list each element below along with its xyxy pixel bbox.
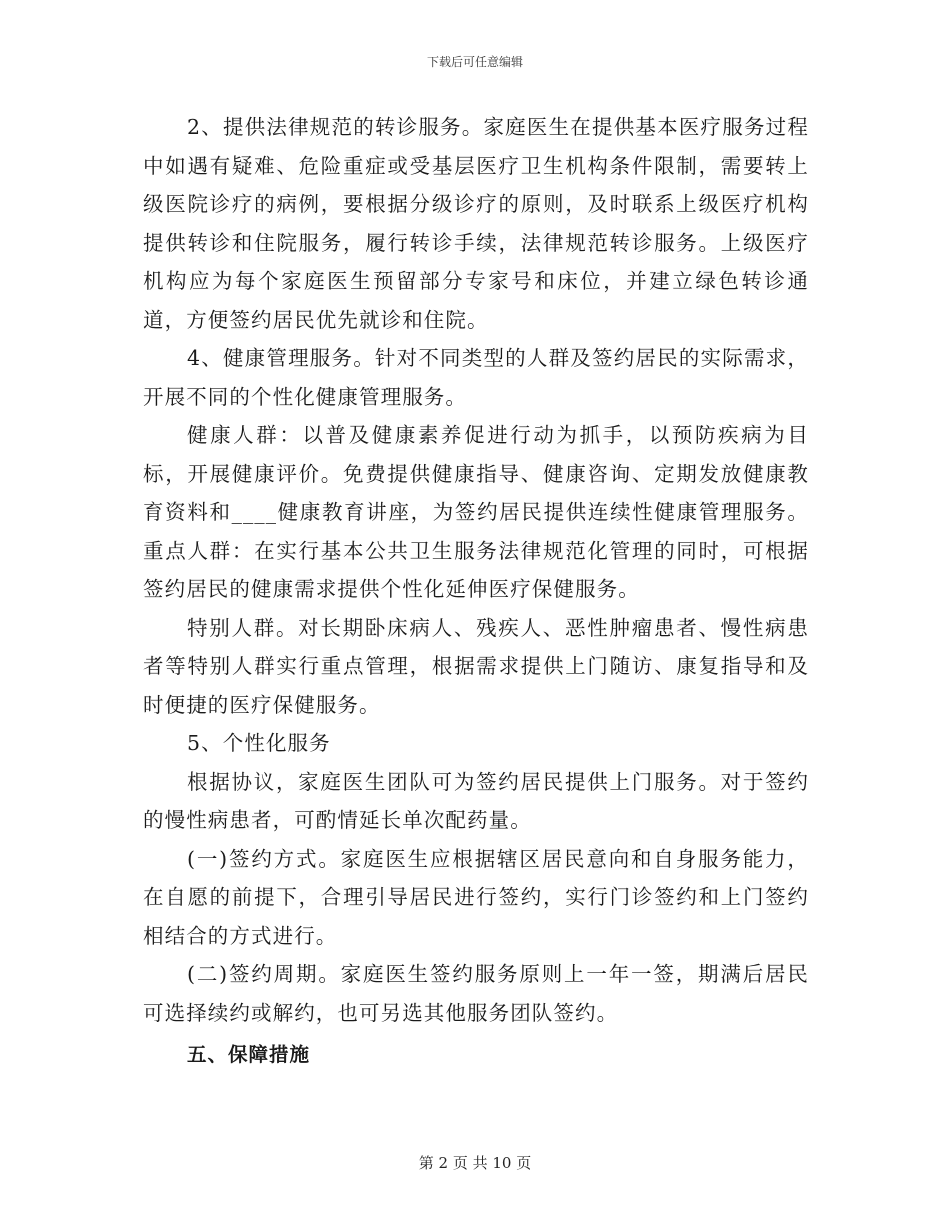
paragraph-personalized-service: 根据协议，家庭医生团队可为签约居民提供上门服务。对于签约的慢性病患者，可酌情延长单次配药量。 <box>143 769 809 832</box>
section-heading-safeguards: 五、保障措施 <box>187 1043 311 1066</box>
document-body <box>143 108 809 1075</box>
paragraph-signing-method: (一)签约方式。家庭医生应根据辖区居民意向和自身服务能力，在自愿的前提下，合理引导居民进行签约，实行门诊签约和上门签约相结合的方式进行。 <box>143 846 809 948</box>
page-number: 第 2 页 共 10 页 <box>418 1154 532 1172</box>
paragraph-special-population: 特别人群。对长期卧床病人、残疾人、恶性肿瘤患者、慢性病患者等特别人群实行重点管理，根据需求提供上门随访、康复指导和及时便捷的医疗保健服务。 <box>143 615 809 717</box>
paragraph-healthy-population: 健康人群：以普及健康素养促进行动为抓手，以预防疾病为目标，开展健康评价。免费提供健康指导、健康咨询、定期发放健康教育资料和____健康教育讲座，为签约居民提供连续性健康管理服务。重点人群：在实行基本公共卫生服务法律规范化管理的同时，可根据签约居民的健康需求提供个性化延伸医疗保健服务。 <box>143 423 809 601</box>
paragraph-signing-period: (二)签约周期。家庭医生签约服务原则上一年一签，期满后居民可选择续约或解约，也可另选其他服务团队签约。 <box>143 962 809 1025</box>
paragraph-referral-service: 2、提供法律规范的转诊服务。家庭医生在提供基本医疗服务过程中如遇有疑难、危险重症或受基层医疗卫生机构条件限制，需要转上级医院诊疗的病例，要根据分级诊疗的原则，及时联系上级医疗机构提供转诊和住院服务，履行转诊手续，法律规范转诊服务。上级医疗机构应为每个家庭医生预留部分专家号和床位，并建立绿色转诊通道，方便签约居民优先就诊和住院。 <box>143 115 809 332</box>
page-header: 下载后可任意编辑 <box>426 55 523 69</box>
paragraph-personalized-service-title: 5、个性化服务 <box>187 731 331 755</box>
paragraph-health-management: 4、健康管理服务。针对不同类型的人群及签约居民的实际需求，开展不同的个性化健康管理服务。 <box>143 346 809 409</box>
